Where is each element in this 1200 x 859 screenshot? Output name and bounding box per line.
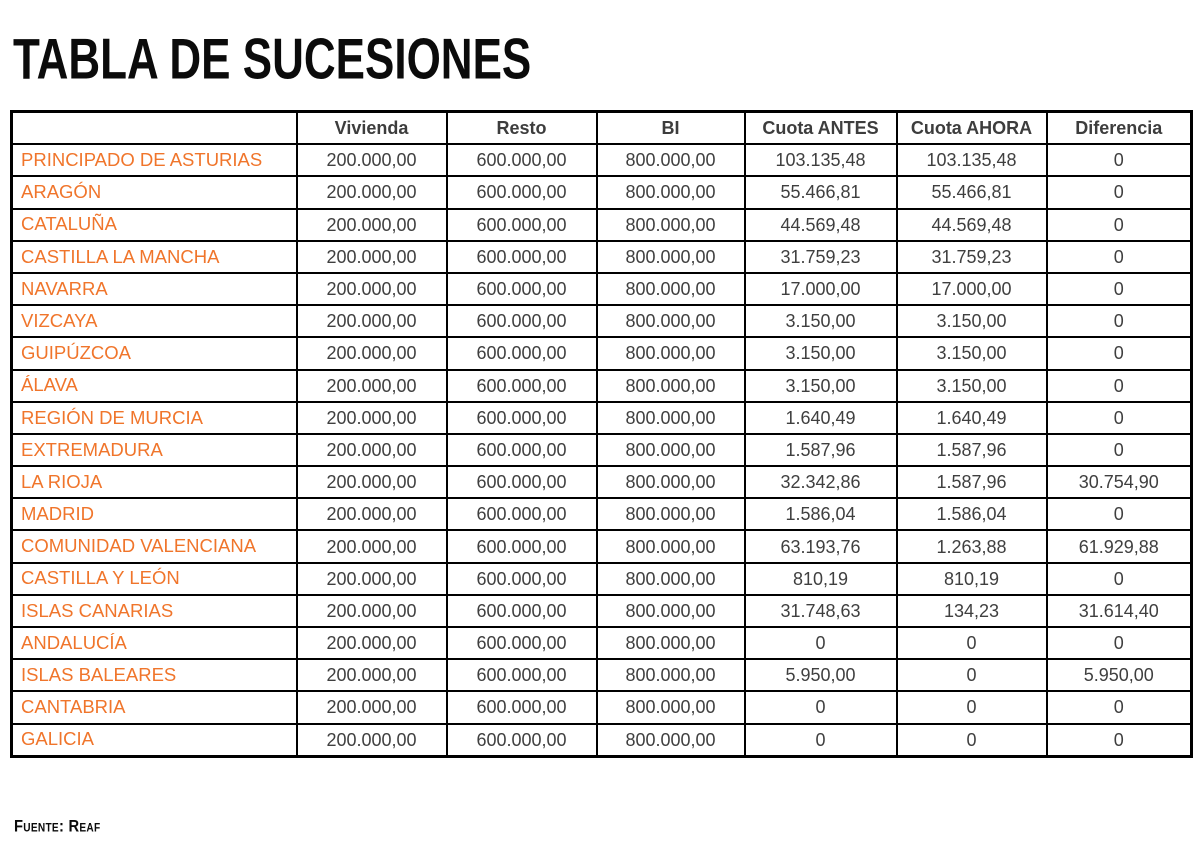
- value-cell: 31.759,23: [897, 241, 1047, 273]
- value-cell: 800.000,00: [597, 627, 745, 659]
- column-header: Cuota AHORA: [897, 112, 1047, 145]
- value-cell: 0: [1047, 691, 1192, 723]
- region-cell: CATALUÑA: [12, 209, 297, 241]
- value-cell: 55.466,81: [897, 176, 1047, 208]
- value-cell: 0: [897, 659, 1047, 691]
- value-cell: 32.342,86: [745, 466, 897, 498]
- region-cell: EXTREMADURA: [12, 434, 297, 466]
- region-cell: ANDALUCÍA: [12, 627, 297, 659]
- value-cell: 200.000,00: [297, 241, 447, 273]
- value-cell: 5.950,00: [1047, 659, 1192, 691]
- value-cell: 0: [897, 724, 1047, 757]
- value-cell: 5.950,00: [745, 659, 897, 691]
- region-cell: COMUNIDAD VALENCIANA: [12, 530, 297, 562]
- region-cell: CASTILLA LA MANCHA: [12, 241, 297, 273]
- value-cell: 0: [897, 691, 1047, 723]
- value-cell: 0: [1047, 434, 1192, 466]
- region-cell: CANTABRIA: [12, 691, 297, 723]
- table-row: [12, 402, 1192, 434]
- table-row: [12, 337, 1192, 369]
- table-row: [12, 176, 1192, 208]
- value-cell: 0: [745, 724, 897, 757]
- region-cell: CASTILLA Y LEÓN: [12, 563, 297, 595]
- table-row: [12, 434, 1192, 466]
- column-header: Cuota ANTES: [745, 112, 897, 145]
- table-row: [12, 241, 1192, 273]
- region-cell: GUIPÚZCOA: [12, 337, 297, 369]
- source-note: Fuente: Reaf: [14, 818, 101, 836]
- region-cell: REGIÓN DE MURCIA: [12, 402, 297, 434]
- value-cell: 800.000,00: [597, 241, 745, 273]
- column-header: Resto: [447, 112, 597, 145]
- value-cell: 800.000,00: [597, 498, 745, 530]
- value-cell: 55.466,81: [745, 176, 897, 208]
- value-cell: 44.569,48: [745, 209, 897, 241]
- value-cell: 0: [1047, 563, 1192, 595]
- value-cell: 61.929,88: [1047, 530, 1192, 562]
- table-row: [12, 659, 1192, 691]
- value-cell: 31.759,23: [745, 241, 897, 273]
- region-cell: ISLAS BALEARES: [12, 659, 297, 691]
- value-cell: 0: [1047, 209, 1192, 241]
- value-cell: 800.000,00: [597, 659, 745, 691]
- table-row: [12, 370, 1192, 402]
- value-cell: 0: [1047, 176, 1192, 208]
- value-cell: 3.150,00: [745, 370, 897, 402]
- value-cell: 600.000,00: [447, 724, 597, 757]
- value-cell: 800.000,00: [597, 691, 745, 723]
- column-header: BI: [597, 112, 745, 145]
- value-cell: 200.000,00: [297, 176, 447, 208]
- value-cell: 200.000,00: [297, 370, 447, 402]
- value-cell: 1.587,96: [745, 434, 897, 466]
- value-cell: 600.000,00: [447, 241, 597, 273]
- region-cell: NAVARRA: [12, 273, 297, 305]
- table-row: [12, 305, 1192, 337]
- value-cell: 1.586,04: [745, 498, 897, 530]
- value-cell: 600.000,00: [447, 434, 597, 466]
- value-cell: 3.150,00: [745, 305, 897, 337]
- value-cell: 200.000,00: [297, 627, 447, 659]
- value-cell: 800.000,00: [597, 530, 745, 562]
- value-cell: 103.135,48: [745, 144, 897, 176]
- value-cell: 0: [1047, 241, 1192, 273]
- value-cell: 200.000,00: [297, 305, 447, 337]
- value-cell: 800.000,00: [597, 595, 745, 627]
- sucesiones-table: [10, 110, 1193, 758]
- value-cell: 800.000,00: [597, 144, 745, 176]
- value-cell: 0: [1047, 370, 1192, 402]
- value-cell: 1.640,49: [745, 402, 897, 434]
- value-cell: 1.587,96: [897, 434, 1047, 466]
- table-row: [12, 724, 1192, 757]
- table-row: [12, 563, 1192, 595]
- value-cell: 800.000,00: [597, 176, 745, 208]
- value-cell: 600.000,00: [447, 144, 597, 176]
- value-cell: 600.000,00: [447, 627, 597, 659]
- value-cell: 0: [1047, 627, 1192, 659]
- value-cell: 44.569,48: [897, 209, 1047, 241]
- value-cell: 600.000,00: [447, 563, 597, 595]
- value-cell: 0: [745, 627, 897, 659]
- table-row: [12, 466, 1192, 498]
- value-cell: 200.000,00: [297, 595, 447, 627]
- value-cell: 3.150,00: [897, 305, 1047, 337]
- value-cell: 800.000,00: [597, 434, 745, 466]
- value-cell: 600.000,00: [447, 370, 597, 402]
- value-cell: 17.000,00: [897, 273, 1047, 305]
- value-cell: 600.000,00: [447, 466, 597, 498]
- value-cell: 200.000,00: [297, 337, 447, 369]
- value-cell: 31.748,63: [745, 595, 897, 627]
- value-cell: 0: [1047, 498, 1192, 530]
- region-cell: VIZCAYA: [12, 305, 297, 337]
- region-cell: ARAGÓN: [12, 176, 297, 208]
- value-cell: 3.150,00: [745, 337, 897, 369]
- table-row: [12, 595, 1192, 627]
- table-row: [12, 627, 1192, 659]
- value-cell: 800.000,00: [597, 209, 745, 241]
- value-cell: 600.000,00: [447, 691, 597, 723]
- value-cell: 17.000,00: [745, 273, 897, 305]
- value-cell: 200.000,00: [297, 724, 447, 757]
- value-cell: 3.150,00: [897, 337, 1047, 369]
- value-cell: 1.586,04: [897, 498, 1047, 530]
- value-cell: 600.000,00: [447, 273, 597, 305]
- value-cell: 600.000,00: [447, 498, 597, 530]
- region-cell: ISLAS CANARIAS: [12, 595, 297, 627]
- value-cell: 200.000,00: [297, 273, 447, 305]
- value-cell: 800.000,00: [597, 466, 745, 498]
- region-cell: ÁLAVA: [12, 370, 297, 402]
- table-row: [12, 144, 1192, 176]
- value-cell: 200.000,00: [297, 659, 447, 691]
- value-cell: 0: [897, 627, 1047, 659]
- value-cell: 0: [1047, 724, 1192, 757]
- table-body: [12, 144, 1192, 756]
- value-cell: 0: [1047, 305, 1192, 337]
- value-cell: 3.150,00: [897, 370, 1047, 402]
- value-cell: 200.000,00: [297, 691, 447, 723]
- value-cell: 800.000,00: [597, 273, 745, 305]
- table-row: [12, 691, 1192, 723]
- value-cell: 63.193,76: [745, 530, 897, 562]
- value-cell: 810,19: [897, 563, 1047, 595]
- value-cell: 600.000,00: [447, 337, 597, 369]
- value-cell: 0: [1047, 337, 1192, 369]
- region-cell: MADRID: [12, 498, 297, 530]
- value-cell: 200.000,00: [297, 530, 447, 562]
- page-title: TABLA DE SUCESIONES: [13, 25, 532, 91]
- table-row: [12, 273, 1192, 305]
- value-cell: 600.000,00: [447, 530, 597, 562]
- value-cell: 0: [745, 691, 897, 723]
- value-cell: 800.000,00: [597, 724, 745, 757]
- value-cell: 200.000,00: [297, 144, 447, 176]
- value-cell: 800.000,00: [597, 402, 745, 434]
- region-cell: GALICIA: [12, 724, 297, 757]
- table-row: [12, 530, 1192, 562]
- value-cell: 600.000,00: [447, 305, 597, 337]
- column-header: Vivienda: [297, 112, 447, 145]
- value-cell: 0: [1047, 402, 1192, 434]
- value-cell: 134,23: [897, 595, 1047, 627]
- value-cell: 200.000,00: [297, 402, 447, 434]
- value-cell: 200.000,00: [297, 498, 447, 530]
- value-cell: 810,19: [745, 563, 897, 595]
- value-cell: 600.000,00: [447, 176, 597, 208]
- value-cell: 800.000,00: [597, 563, 745, 595]
- value-cell: 800.000,00: [597, 370, 745, 402]
- value-cell: 200.000,00: [297, 563, 447, 595]
- value-cell: 1.587,96: [897, 466, 1047, 498]
- region-cell: LA RIOJA: [12, 466, 297, 498]
- column-header: Diferencia: [1047, 112, 1192, 145]
- value-cell: 200.000,00: [297, 209, 447, 241]
- value-cell: 800.000,00: [597, 305, 745, 337]
- value-cell: 0: [1047, 273, 1192, 305]
- table-row: [12, 209, 1192, 241]
- value-cell: 103.135,48: [897, 144, 1047, 176]
- value-cell: 1.263,88: [897, 530, 1047, 562]
- table-row: [12, 498, 1192, 530]
- value-cell: 0: [1047, 144, 1192, 176]
- value-cell: 31.614,40: [1047, 595, 1192, 627]
- header-row: [12, 112, 1192, 145]
- value-cell: 600.000,00: [447, 659, 597, 691]
- value-cell: 200.000,00: [297, 434, 447, 466]
- region-cell: PRINCIPADO DE ASTURIAS: [12, 144, 297, 176]
- region-column-header: [12, 112, 297, 145]
- value-cell: 600.000,00: [447, 209, 597, 241]
- value-cell: 600.000,00: [447, 595, 597, 627]
- value-cell: 1.640,49: [897, 402, 1047, 434]
- value-cell: 30.754,90: [1047, 466, 1192, 498]
- value-cell: 800.000,00: [597, 337, 745, 369]
- value-cell: 600.000,00: [447, 402, 597, 434]
- value-cell: 200.000,00: [297, 466, 447, 498]
